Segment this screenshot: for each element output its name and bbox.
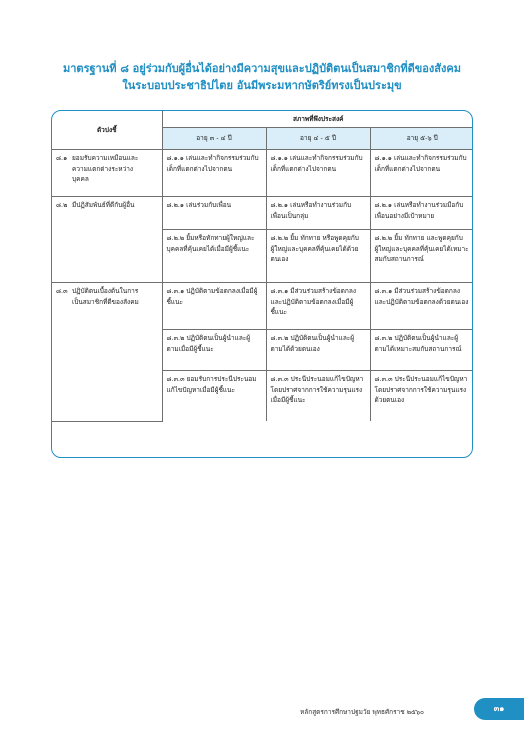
table-cell: ๘.๒.๒ ยิ้มหรือทักทายผู้ใหญ่และบุคคลที่คุ้นเคยได้เมื่อมีผู้ชี้แนะ: [162, 230, 266, 283]
curriculum-footer: หลักสูตรการศึกษาปฐมวัย พุทธศักราช ๒๕๖๐: [300, 708, 424, 716]
indicator-cell: [52, 197, 162, 283]
table-cell: ๘.๓.๑ มีส่วนร่วมสร้างข้อตกลงและปฏิบัติตามข้อตกลงด้วยตนเอง: [370, 283, 473, 330]
indicator-text: ยอมรับความเหมือนและความแตกต่างระหว่างบุคคล: [72, 154, 139, 183]
standards-table: [52, 111, 473, 422]
desired-state-header: สภาพที่พึงประสงค์: [162, 111, 473, 128]
indicator-code: ๘.๒: [56, 201, 68, 209]
standard-title-line-1: มาตรฐานที่ ๘ อยู่ร่วมกับผู้อื่นได้อย่างมีความสุขและปฏิบัติตนเป็นสมาชิกที่ดีของสังคม: [63, 62, 461, 75]
age-header-3-4: อายุ ๓ - ๔ ปี: [162, 128, 266, 150]
indicator-text: มีปฏิสัมพันธ์ที่ดีกับผู้อื่น: [72, 201, 135, 209]
table-cell: ๘.๒.๑ เล่นหรือทำงานร่วมมือกับเพื่อนอย่างมีเป้าหมาย: [370, 197, 473, 230]
indicator-cell: [52, 150, 162, 197]
table-cell: ๘.๓.๓ ประนีประนอมแก้ไขปัญหาโดยปราศจากการใช้ความรุนแรงด้วยตนเอง: [370, 371, 473, 422]
table-cell: ๘.๓.๑ ปฏิบัติตามข้อตกลงเมื่อมีผู้ชี้แนะ: [162, 283, 266, 330]
table-cell: ๘.๓.๓ ยอมรับการประนีประนอมแก้ไขปัญหาเมื่อมีผู้ชี้แนะ: [162, 371, 266, 422]
age-header-5-6: อายุ ๕-๖ ปี: [370, 128, 473, 150]
table-cell: ๘.๑.๑ เล่นและทำกิจกรรมร่วมกับเด็กที่แตกต่างไปจากตน: [370, 150, 473, 197]
table-cell: ๘.๒.๒ ยิ้ม ทักทาย หรือพูดคุยกับผู้ใหญ่และบุคคลที่คุ้นเคยได้ด้วยตนเอง: [266, 230, 370, 283]
table-cell: ๘.๓.๓ ประนีประนอมแก้ไขปัญหาโดยปราศจากการใช้ความรุนแรงเมื่อมีผู้ชี้แนะ: [266, 371, 370, 422]
standard-title-line-2: ในระบอบประชาธิปไตย อันมีพระมหากษัตริย์ทรงเป็นประมุข: [122, 79, 402, 92]
table-cell: ๘.๒.๑ เล่นร่วมกับเพื่อน: [162, 197, 266, 230]
table-cell: ๘.๓.๒ ปฏิบัติตนเป็นผู้นำและผู้ตามได้ด้วยตนเอง: [266, 330, 370, 371]
indicator-code: ๘.๑: [56, 154, 68, 162]
indicator-text: ปฏิบัติตนเบื้องต้นในการเป็นสมาชิกที่ดีของสังคม: [72, 287, 139, 306]
page-number-badge: ๓๑: [474, 698, 524, 720]
table-cell: ๘.๓.๒ ปฏิบัติตนเป็นผู้นำและผู้ตามได้เหมาะสมกับสถานการณ์: [370, 330, 473, 371]
table-cell: ๘.๑.๑ เล่นและทำกิจกรรมร่วมกับเด็กที่แตกต่างไปจากตน: [162, 150, 266, 197]
indicator-cell: [52, 283, 162, 422]
indicator-header: ตัวบ่งชี้: [52, 111, 162, 150]
table-cell: ๘.๓.๒ ปฏิบัติตนเป็นผู้นำและผู้ตามเมื่อมีผู้ชี้แนะ: [162, 330, 266, 371]
age-header-4-5: อายุ ๔ - ๕ ปี: [266, 128, 370, 150]
table-cell: ๘.๑.๑ เล่นและทำกิจกรรมร่วมกับเด็กที่แตกต่างไปจากตน: [266, 150, 370, 197]
indicator-code: ๘.๓: [56, 287, 68, 295]
standards-table-frame: [51, 110, 473, 458]
table-cell: ๘.๒.๑ เล่นหรือทำงานร่วมกับเพื่อนเป็นกลุ่ม: [266, 197, 370, 230]
table-cell: ๘.๒.๒ ยิ้ม ทักทาย และพูดคุยกับผู้ใหญ่และบุคคลที่คุ้นเคยได้เหมาะสมกับสถานการณ์: [370, 230, 473, 283]
table-cell: ๘.๓.๑ มีส่วนร่วมสร้างข้อตกลงและปฏิบัติตามข้อตกลงเมื่อมีผู้ชี้แนะ: [266, 283, 370, 330]
